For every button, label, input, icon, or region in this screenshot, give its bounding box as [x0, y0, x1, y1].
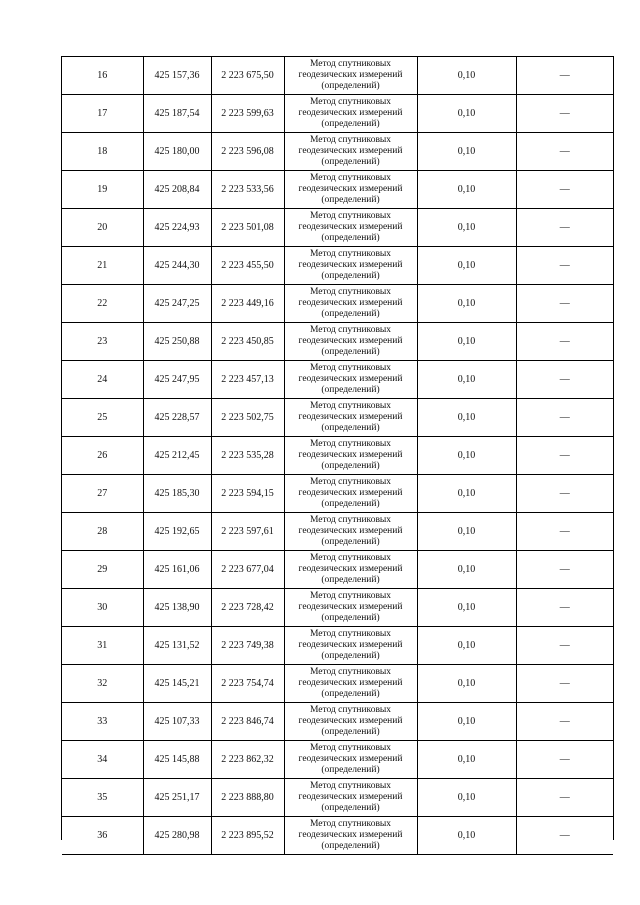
- method-line: геодезических измерений: [298, 792, 403, 802]
- method-line: Метод спутниковых: [309, 401, 392, 411]
- point-number: 22: [62, 285, 143, 323]
- method-line: Метод спутниковых: [309, 743, 392, 753]
- method-line: Метод спутниковых: [309, 59, 392, 69]
- accuracy-value: 0,10: [417, 703, 516, 741]
- point-number: 17: [62, 95, 143, 133]
- coordinate-y: 2 223 502,75: [211, 399, 284, 437]
- empty-value-dash: —: [516, 513, 613, 551]
- point-number: 21: [62, 247, 143, 285]
- method-line: (определений): [321, 347, 380, 357]
- coordinate-x: 425 107,33: [143, 703, 211, 741]
- coordinate-y: 2 223 597,61: [211, 513, 284, 551]
- method-line: (определений): [321, 271, 380, 281]
- coordinate-x: 425 185,30: [143, 475, 211, 513]
- point-number: 36: [62, 817, 143, 855]
- table-row: [62, 589, 613, 627]
- method-line: Метод спутниковых: [309, 705, 392, 715]
- method-cell: [284, 95, 417, 133]
- table-row: [62, 247, 613, 285]
- coordinate-x: 425 157,36: [143, 57, 211, 95]
- method-line: (определений): [321, 841, 380, 851]
- coordinate-y: 2 223 455,50: [211, 247, 284, 285]
- coordinates-table-body: [62, 57, 613, 855]
- method-line: геодезических измерений: [298, 108, 403, 118]
- method-line: Метод спутниковых: [309, 591, 392, 601]
- coordinate-y: 2 223 675,50: [211, 57, 284, 95]
- method-line: (определений): [321, 385, 380, 395]
- coordinate-x: 425 212,45: [143, 437, 211, 475]
- point-number: 29: [62, 551, 143, 589]
- empty-value-dash: —: [516, 57, 613, 95]
- method-line: геодезических измерений: [298, 222, 403, 232]
- accuracy-value: 0,10: [417, 285, 516, 323]
- method-line: геодезических измерений: [298, 260, 403, 270]
- table-row: [62, 361, 613, 399]
- method-cell: [284, 437, 417, 475]
- method-line: геодезических измерений: [298, 146, 403, 156]
- empty-value-dash: —: [516, 247, 613, 285]
- method-line: Метод спутниковых: [309, 667, 392, 677]
- method-cell: [284, 133, 417, 171]
- method-cell: [284, 209, 417, 247]
- method-line: Метод спутниковых: [309, 629, 392, 639]
- method-line: Метод спутниковых: [309, 135, 392, 145]
- coordinate-x: 425 224,93: [143, 209, 211, 247]
- coordinate-x: 425 251,17: [143, 779, 211, 817]
- point-number: 35: [62, 779, 143, 817]
- method-cell: [284, 361, 417, 399]
- coordinate-x: 425 187,54: [143, 95, 211, 133]
- coordinate-y: 2 223 457,13: [211, 361, 284, 399]
- accuracy-value: 0,10: [417, 399, 516, 437]
- coordinate-y: 2 223 754,74: [211, 665, 284, 703]
- method-cell: [284, 57, 417, 95]
- method-line: (определений): [321, 613, 380, 623]
- coordinate-y: 2 223 677,04: [211, 551, 284, 589]
- accuracy-value: 0,10: [417, 171, 516, 209]
- table-row: [62, 399, 613, 437]
- table-row: [62, 703, 613, 741]
- coordinate-x: 425 247,95: [143, 361, 211, 399]
- point-number: 34: [62, 741, 143, 779]
- point-number: 27: [62, 475, 143, 513]
- method-cell: [284, 285, 417, 323]
- table-row: [62, 323, 613, 361]
- coordinate-x: 425 247,25: [143, 285, 211, 323]
- accuracy-value: 0,10: [417, 817, 516, 855]
- coordinate-x: 425 208,84: [143, 171, 211, 209]
- method-line: геодезических измерений: [298, 70, 403, 80]
- accuracy-value: 0,10: [417, 95, 516, 133]
- point-number: 33: [62, 703, 143, 741]
- method-line: Метод спутниковых: [309, 97, 392, 107]
- method-line: геодезических измерений: [298, 526, 403, 536]
- coordinate-y: 2 223 533,56: [211, 171, 284, 209]
- method-line: (определений): [321, 157, 380, 167]
- table-row: [62, 133, 613, 171]
- method-line: геодезических измерений: [298, 298, 403, 308]
- accuracy-value: 0,10: [417, 627, 516, 665]
- method-cell: [284, 779, 417, 817]
- coordinate-y: 2 223 888,80: [211, 779, 284, 817]
- method-line: (определений): [321, 81, 380, 91]
- method-line: (определений): [321, 803, 380, 813]
- method-line: Метод спутниковых: [309, 363, 392, 373]
- table-row: [62, 475, 613, 513]
- table-row: [62, 513, 613, 551]
- coordinate-y: 2 223 895,52: [211, 817, 284, 855]
- accuracy-value: 0,10: [417, 437, 516, 475]
- point-number: 23: [62, 323, 143, 361]
- method-line: Метод спутниковых: [309, 249, 392, 259]
- method-cell: [284, 551, 417, 589]
- table-row: [62, 57, 613, 95]
- coordinate-x: 425 131,52: [143, 627, 211, 665]
- method-line: геодезических измерений: [298, 336, 403, 346]
- method-cell: [284, 475, 417, 513]
- table-row: [62, 95, 613, 133]
- method-cell: [284, 323, 417, 361]
- method-line: (определений): [321, 651, 380, 661]
- coordinate-x: 425 180,00: [143, 133, 211, 171]
- method-line: (определений): [321, 689, 380, 699]
- point-number: 25: [62, 399, 143, 437]
- method-line: геодезических измерений: [298, 716, 403, 726]
- accuracy-value: 0,10: [417, 57, 516, 95]
- method-line: (определений): [321, 423, 380, 433]
- coordinate-x: 425 138,90: [143, 589, 211, 627]
- method-line: (определений): [321, 233, 380, 243]
- method-line: (определений): [321, 461, 380, 471]
- coordinate-y: 2 223 450,85: [211, 323, 284, 361]
- method-line: геодезических измерений: [298, 412, 403, 422]
- coordinate-y: 2 223 594,15: [211, 475, 284, 513]
- empty-value-dash: —: [516, 133, 613, 171]
- accuracy-value: 0,10: [417, 247, 516, 285]
- method-line: Метод спутниковых: [309, 211, 392, 221]
- method-line: Метод спутниковых: [309, 287, 392, 297]
- empty-value-dash: —: [516, 437, 613, 475]
- accuracy-value: 0,10: [417, 133, 516, 171]
- empty-value-dash: —: [516, 171, 613, 209]
- point-number: 20: [62, 209, 143, 247]
- method-cell: [284, 399, 417, 437]
- method-line: Метод спутниковых: [309, 553, 392, 563]
- coordinate-y: 2 223 749,38: [211, 627, 284, 665]
- empty-value-dash: —: [516, 551, 613, 589]
- method-cell: [284, 703, 417, 741]
- point-number: 30: [62, 589, 143, 627]
- point-number: 18: [62, 133, 143, 171]
- accuracy-value: 0,10: [417, 779, 516, 817]
- empty-value-dash: —: [516, 665, 613, 703]
- accuracy-value: 0,10: [417, 589, 516, 627]
- empty-value-dash: —: [516, 209, 613, 247]
- table-row: [62, 209, 613, 247]
- method-cell: [284, 665, 417, 703]
- coordinate-x: 425 228,57: [143, 399, 211, 437]
- empty-value-dash: —: [516, 817, 613, 855]
- method-line: Метод спутниковых: [309, 173, 392, 183]
- point-number: 28: [62, 513, 143, 551]
- empty-value-dash: —: [516, 589, 613, 627]
- method-line: (определений): [321, 537, 380, 547]
- table-row: [62, 627, 613, 665]
- method-line: геодезических измерений: [298, 564, 403, 574]
- method-line: геодезических измерений: [298, 374, 403, 384]
- method-line: Метод спутниковых: [309, 781, 392, 791]
- method-line: (определений): [321, 499, 380, 509]
- accuracy-value: 0,10: [417, 551, 516, 589]
- empty-value-dash: —: [516, 741, 613, 779]
- method-line: (определений): [321, 119, 380, 129]
- empty-value-dash: —: [516, 361, 613, 399]
- accuracy-value: 0,10: [417, 209, 516, 247]
- coordinate-x: 425 244,30: [143, 247, 211, 285]
- accuracy-value: 0,10: [417, 665, 516, 703]
- method-cell: [284, 817, 417, 855]
- accuracy-value: 0,10: [417, 475, 516, 513]
- accuracy-value: 0,10: [417, 741, 516, 779]
- table-row: [62, 437, 613, 475]
- method-line: геодезических измерений: [298, 830, 403, 840]
- method-line: Метод спутниковых: [309, 439, 392, 449]
- empty-value-dash: —: [516, 627, 613, 665]
- coordinates-table: [62, 56, 613, 855]
- coordinate-y: 2 223 728,42: [211, 589, 284, 627]
- method-cell: [284, 513, 417, 551]
- accuracy-value: 0,10: [417, 323, 516, 361]
- table-row: [62, 779, 613, 817]
- method-line: геодезических измерений: [298, 640, 403, 650]
- method-cell: [284, 247, 417, 285]
- table-row: [62, 741, 613, 779]
- table-row: [62, 551, 613, 589]
- method-cell: [284, 741, 417, 779]
- table-row: [62, 285, 613, 323]
- empty-value-dash: —: [516, 285, 613, 323]
- method-line: Метод спутниковых: [309, 515, 392, 525]
- empty-value-dash: —: [516, 475, 613, 513]
- empty-value-dash: —: [516, 95, 613, 133]
- coordinate-y: 2 223 862,32: [211, 741, 284, 779]
- empty-value-dash: —: [516, 323, 613, 361]
- coordinate-y: 2 223 846,74: [211, 703, 284, 741]
- method-cell: [284, 589, 417, 627]
- coordinate-x: 425 145,88: [143, 741, 211, 779]
- document-page: [61, 56, 614, 851]
- coordinate-y: 2 223 596,08: [211, 133, 284, 171]
- point-number: 19: [62, 171, 143, 209]
- table-row: [62, 817, 613, 855]
- method-line: Метод спутниковых: [309, 325, 392, 335]
- accuracy-value: 0,10: [417, 513, 516, 551]
- method-line: геодезических измерений: [298, 678, 403, 688]
- point-number: 24: [62, 361, 143, 399]
- point-number: 32: [62, 665, 143, 703]
- empty-value-dash: —: [516, 399, 613, 437]
- coordinate-x: 425 250,88: [143, 323, 211, 361]
- method-line: (определений): [321, 195, 380, 205]
- coordinate-x: 425 280,98: [143, 817, 211, 855]
- method-line: геодезических измерений: [298, 754, 403, 764]
- method-line: геодезических измерений: [298, 488, 403, 498]
- method-line: геодезических измерений: [298, 450, 403, 460]
- method-line: геодезических измерений: [298, 184, 403, 194]
- coordinate-x: 425 145,21: [143, 665, 211, 703]
- point-number: 31: [62, 627, 143, 665]
- empty-value-dash: —: [516, 703, 613, 741]
- accuracy-value: 0,10: [417, 361, 516, 399]
- method-line: (определений): [321, 727, 380, 737]
- method-line: (определений): [321, 309, 380, 319]
- method-cell: [284, 627, 417, 665]
- method-line: геодезических измерений: [298, 602, 403, 612]
- table-row: [62, 171, 613, 209]
- coordinate-x: 425 192,65: [143, 513, 211, 551]
- point-number: 16: [62, 57, 143, 95]
- coordinate-y: 2 223 449,16: [211, 285, 284, 323]
- method-cell: [284, 171, 417, 209]
- coordinate-y: 2 223 535,28: [211, 437, 284, 475]
- empty-value-dash: —: [516, 779, 613, 817]
- method-line: (определений): [321, 765, 380, 775]
- method-line: Метод спутниковых: [309, 819, 392, 829]
- coordinate-x: 425 161,06: [143, 551, 211, 589]
- method-line: Метод спутниковых: [309, 477, 392, 487]
- method-line: (определений): [321, 575, 380, 585]
- coordinate-y: 2 223 501,08: [211, 209, 284, 247]
- table-row: [62, 665, 613, 703]
- coordinate-y: 2 223 599,63: [211, 95, 284, 133]
- point-number: 26: [62, 437, 143, 475]
